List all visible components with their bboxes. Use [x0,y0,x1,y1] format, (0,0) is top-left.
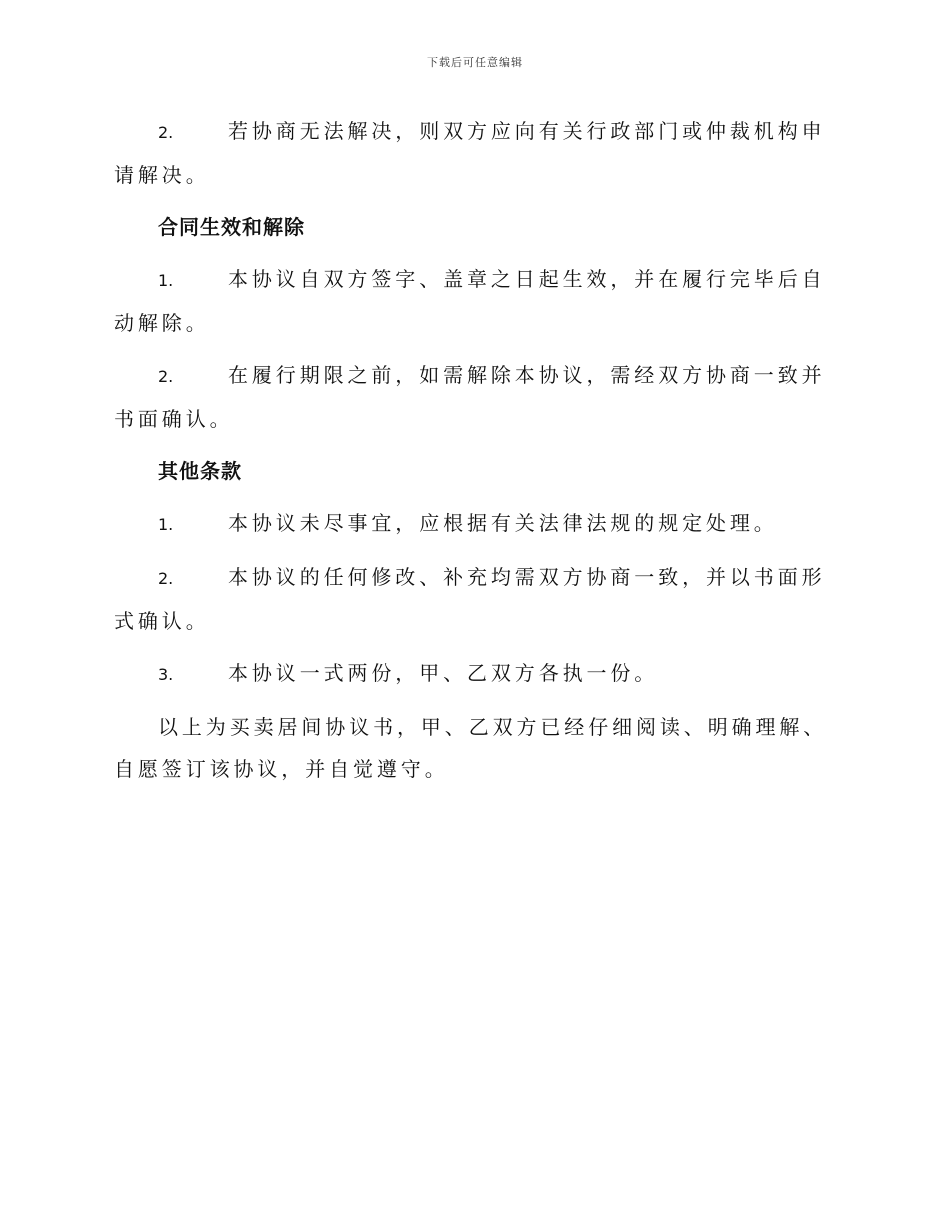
section-heading-other: 其他条款 [158,459,242,483]
dispute-clause-2 [114,110,834,196]
clause-text: 本协议未尽事宜，应根据有关法律法规的规定处理。 [228,511,778,535]
document-body [114,110,834,800]
clause-number: 3. [158,665,174,684]
other-clause-3 [114,652,834,696]
clause-number: 2. [158,123,174,142]
clause-text: 若协商无法解决，则双方应向有关行政部门或仲裁机构申请解决。 [114,119,826,187]
effect-clause-1 [114,258,834,344]
closing-paragraph: 以上为买卖居间协议书，甲、乙双方已经仔细阅读、明确理解、自愿签订该协议，并自觉遵守。 [114,715,828,781]
effect-clause-2 [114,354,834,440]
clause-text: 在履行期限之前，如需解除本协议，需经双方协商一致并书面确认。 [114,363,826,431]
clause-text: 本协议自双方签字、盖章之日起生效，并在履行完毕后自动解除。 [114,267,826,335]
clause-number: 1. [158,515,174,534]
other-clause-2 [114,556,834,642]
other-clause-1 [114,502,834,546]
clause-text: 本协议一式两份，甲、乙双方各执一份。 [228,661,659,685]
page-header: 下载后可任意编辑 [427,56,523,69]
clause-number: 1. [158,271,174,290]
clause-number: 2. [158,569,174,588]
clause-text: 本协议的任何修改、补充均需双方协商一致，并以书面形式确认。 [114,565,826,633]
clause-number: 2. [158,367,174,386]
section-heading-effect: 合同生效和解除 [158,215,305,239]
